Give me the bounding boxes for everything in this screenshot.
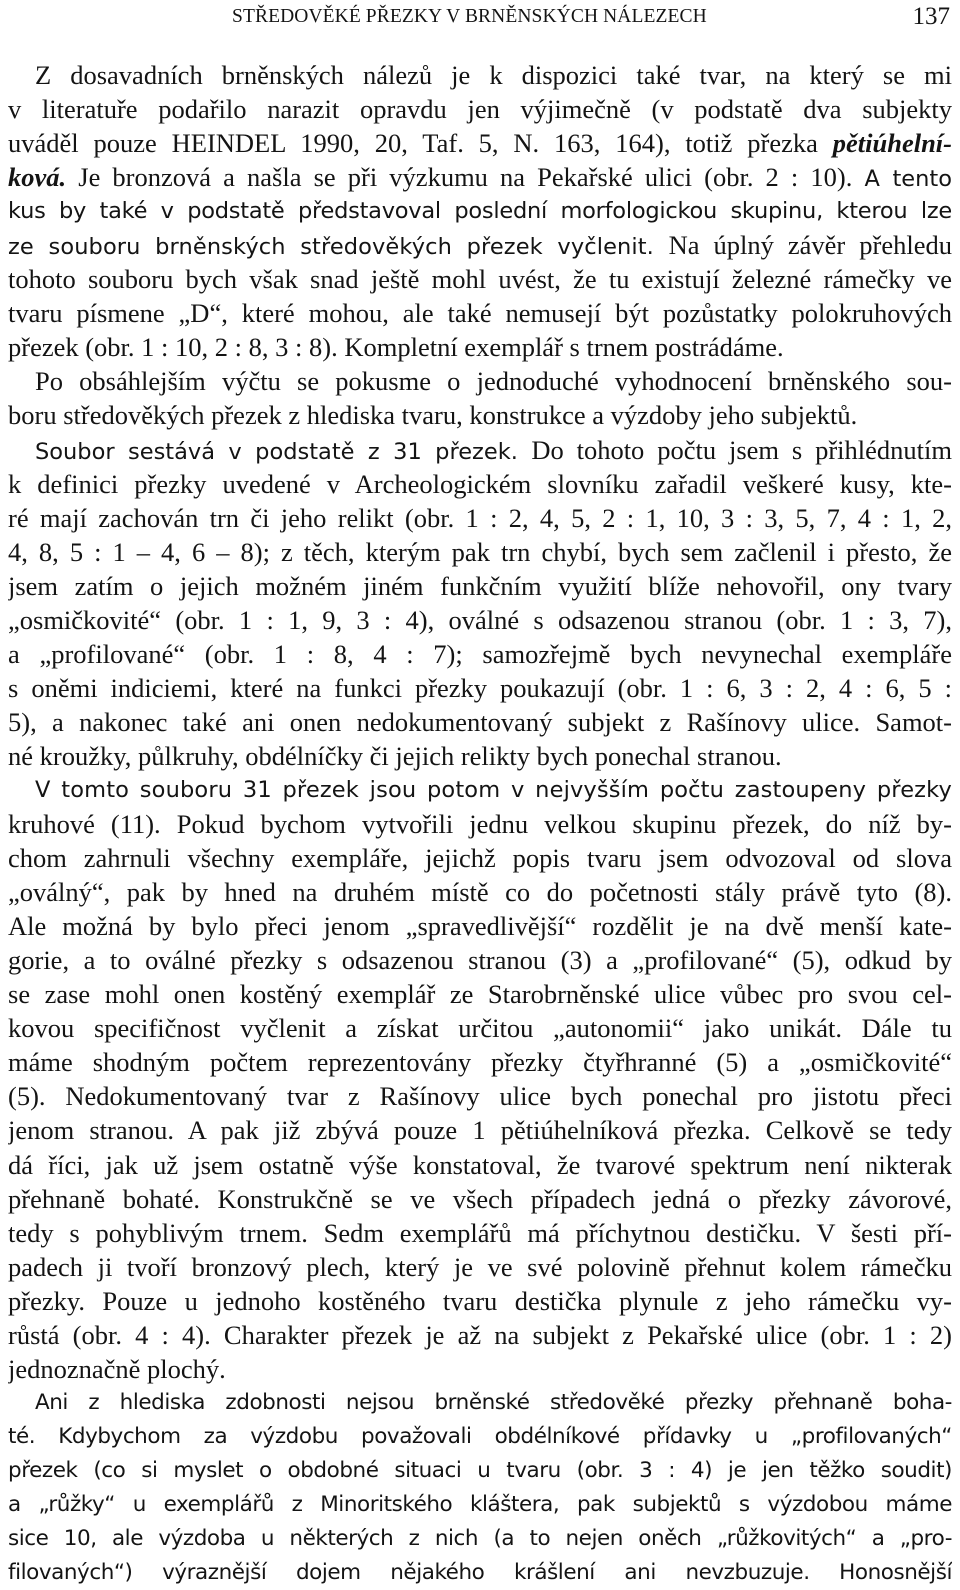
text-segment: Do tohoto počtu jsem s přihlédnutím: [531, 434, 952, 465]
body-text: [8, 58, 952, 1590]
text-segment: kruhové (11).: [8, 809, 177, 840]
text-line: V tomto souboru 31 přezek jsou potom v nejvyšším počtu zastoupeny přezky: [35, 776, 952, 803]
text-line: 4, 8, 5 : 1 – 4, 6 – 8); z těch, kterým pak trn chybí, bych sem začlenil i přesto, že: [8, 536, 952, 567]
text-line: padech ji tvoří bronzový plech, který je ve své polovině přehnut kolem rámečku: [8, 1251, 952, 1282]
text-line: Ani z hlediska zdobnosti nejsou brněnské středověké přezky přehnaně boha-: [35, 1389, 952, 1415]
text-segment: Samot-: [875, 706, 952, 737]
text-line: [8, 126, 952, 160]
text-line: [8, 1113, 952, 1147]
text-line: s oněmi indiciemi, které na funkci přezky poukazují (obr. 1 : 6, 3 : 2, 4 : 6, 5 :: [8, 672, 952, 703]
text-line: [8, 433, 952, 467]
text-segment: Konstrukčně se ve všech případech jedná o přezky závorové,: [217, 1183, 952, 1214]
text-line: Po obsáhlejším výčtu se pokusme o jednoduché vyhodnocení brněnského sou-: [35, 366, 952, 397]
emphasized-term: pětiúhelní-: [832, 128, 952, 159]
page-header: [232, 3, 950, 34]
text-line: ré mají zachován trn či jeho relikt (obr. 1 : 2, 4, 5, 2 : 1, 10, 3 : 3, 5, 7, 4 : 1, 2,: [8, 502, 952, 533]
text-line: [8, 1182, 952, 1216]
text-line: [8, 228, 952, 262]
text-segment: přehnaně bohaté.: [8, 1183, 218, 1214]
text-line: k definici přezky uvedené v Archeologickém slovníku zařadil veškeré kusy, kte-: [8, 468, 952, 499]
text-line: tvaru písmene „D“, které mohou, ale také nemusejí být pozůstatky polokruhových: [8, 298, 952, 329]
running-head: STŘEDOVĚKÉ PŘEZKY V BRNĚNSKÝCH NÁLEZECH: [232, 6, 707, 27]
text-line: a „profilované“ (obr. 1 : 8, 4 : 7); samozřejmě bych nevynechal exempláře: [8, 638, 952, 669]
text-line: „oválný“, pak by hned na druhém místě co do početnosti stály právě tyto (8).: [8, 877, 952, 908]
text-line: Ale možná by bylo přeci jenom „spravedlivější“ rozdělit je na dvě menší kate-: [8, 911, 952, 942]
text-segment: růstá (obr. 4 : 4).: [8, 1319, 224, 1350]
text-line: máme shodným počtem reprezentovány přezky čtyřhranné (5) a „osmičkovité“: [8, 1047, 952, 1078]
text-line: přezek (co si myslet o obdobné situaci u tvaru (obr. 3 : 4) je jen těžko soudit): [8, 1457, 952, 1483]
text-line: tohoto souboru bych však snad ještě mohl uvést, že tu existují železné rámečky ve: [8, 264, 952, 295]
text-line: jednoznačně plochý.: [8, 1353, 226, 1384]
text-segment: Pokud bychom vytvořili jednu velkou skupinu přezek, do níž by-: [176, 809, 952, 840]
text-line: [8, 1318, 952, 1352]
text-segment: Dále tu: [861, 1013, 952, 1044]
emphasized-term: ková.: [8, 162, 67, 193]
text-line: jsem zatím o jejich možném jiném funkčním využití blíže nehovořil, ony tvary: [8, 570, 952, 601]
text-segment: tedy s pohyblivým trnem.: [8, 1217, 324, 1248]
text-line: [8, 1216, 952, 1250]
text-segment: ze souboru brněnských středověkých přezek vyčlenit.: [8, 234, 669, 261]
text-segment: Je bronzová a našla se při výzkumu na Pekařské ulici (obr. 2 : 10).: [78, 162, 853, 193]
text-segment: 5), a nakonec také ani onen nedokumentovaný subjekt z Rašínovy ulice.: [8, 706, 876, 737]
text-segment: kovou specifičnost vyčlenit a získat určitou „autonomii“ jako unikát.: [8, 1013, 862, 1044]
text-line: [8, 160, 952, 194]
text-segment: Sedm exemplářů má příchytnou destičku. V šesti pří-: [323, 1217, 952, 1248]
text-line: (5). Nedokumentovaný tvar z Rašínovy ulice bych ponechal pro jistotu přeci: [8, 1081, 952, 1112]
text-line: [8, 807, 952, 841]
text-line: kus by také v podstatě představoval poslední morfologickou skupinu, kterou lze: [8, 198, 952, 225]
text-line: se zase mohl onen kostěný exemplář ze Starobrněnské ulice vůbec pro svou cel-: [8, 979, 952, 1010]
text-line: sice 10, ale výzdoba u některých z nich (a to nejen oněch „růžkovitých“ a „pro-: [8, 1526, 952, 1552]
text-segment: Charakter přezek je až na subjekt z Pekařské ulice (obr. 1 : 2): [223, 1319, 952, 1350]
text-line: a „růžky“ u exemplářů z Minoritského kláštera, pak subjektů s výzdobou máme: [8, 1491, 952, 1517]
text-line: přezky. Pouze u jednoho kostěného tvaru destička plynule z jeho rámečku vy-: [8, 1285, 952, 1316]
text-line: v literatuře podařilo narazit opravdu jen výjimečně (v podstatě dva subjekty: [8, 94, 952, 125]
text-line: filovaných“) výraznější dojem nějakého krášlení ani nevzbuzuje. Honosnější: [8, 1560, 952, 1586]
text-line: [8, 1011, 952, 1045]
text-line: chom zahrnuli všechny exempláře, jejichž popis tvaru jsem odvozoval od slova: [8, 843, 952, 874]
page-number: 137: [912, 3, 950, 30]
text-segment: uváděl pouze HEINDEL 1990, 20, Taf. 5, N. 163, 164), totiž přezka: [8, 128, 833, 159]
text-line: přezek (obr. 1 : 10, 2 : 8, 3 : 8). Kompletní exemplář s trnem postrádáme.: [8, 332, 784, 363]
text-segment: Na úplný závěr přehledu: [668, 230, 952, 261]
text-line: [8, 705, 952, 739]
text-segment: Soubor sestává v podstatě z 31 přezek.: [35, 438, 532, 465]
text-line: dá říci, jak už jsem ostatně výše konstatoval, že tvarové spektrum není nikterak: [8, 1149, 952, 1180]
text-line: Z dosavadních brněnských nálezů je k dispozici také tvar, na který se mi: [35, 60, 952, 90]
text-line: né kroužky, půlkruhy, obdélníčky či jejich relikty bych ponechal stranou.: [8, 740, 782, 771]
text-line: „osmičkovité“ (obr. 1 : 1, 9, 3 : 4), oválné s odsazenou stranou (obr. 1 : 3, 7),: [8, 604, 952, 635]
text-segment: A tento: [864, 166, 952, 193]
text-segment: A pak již zbývá pouze 1 pětiúhelníková přezka. Celkově se tedy: [187, 1115, 952, 1146]
text-line: té. Kdybychom za výzdobu považovali obdélníkové přídavky u „profilovaných“: [8, 1423, 952, 1449]
text-segment: jenom stranou.: [8, 1115, 188, 1146]
text-line: gorie, a to oválné přezky s odsazenou stranou (3) a „profilované“ (5), odkud by: [8, 945, 952, 976]
text-line: boru středověkých přezek z hlediska tvaru, konstrukce a výzdoby jeho subjektů.: [8, 400, 858, 431]
